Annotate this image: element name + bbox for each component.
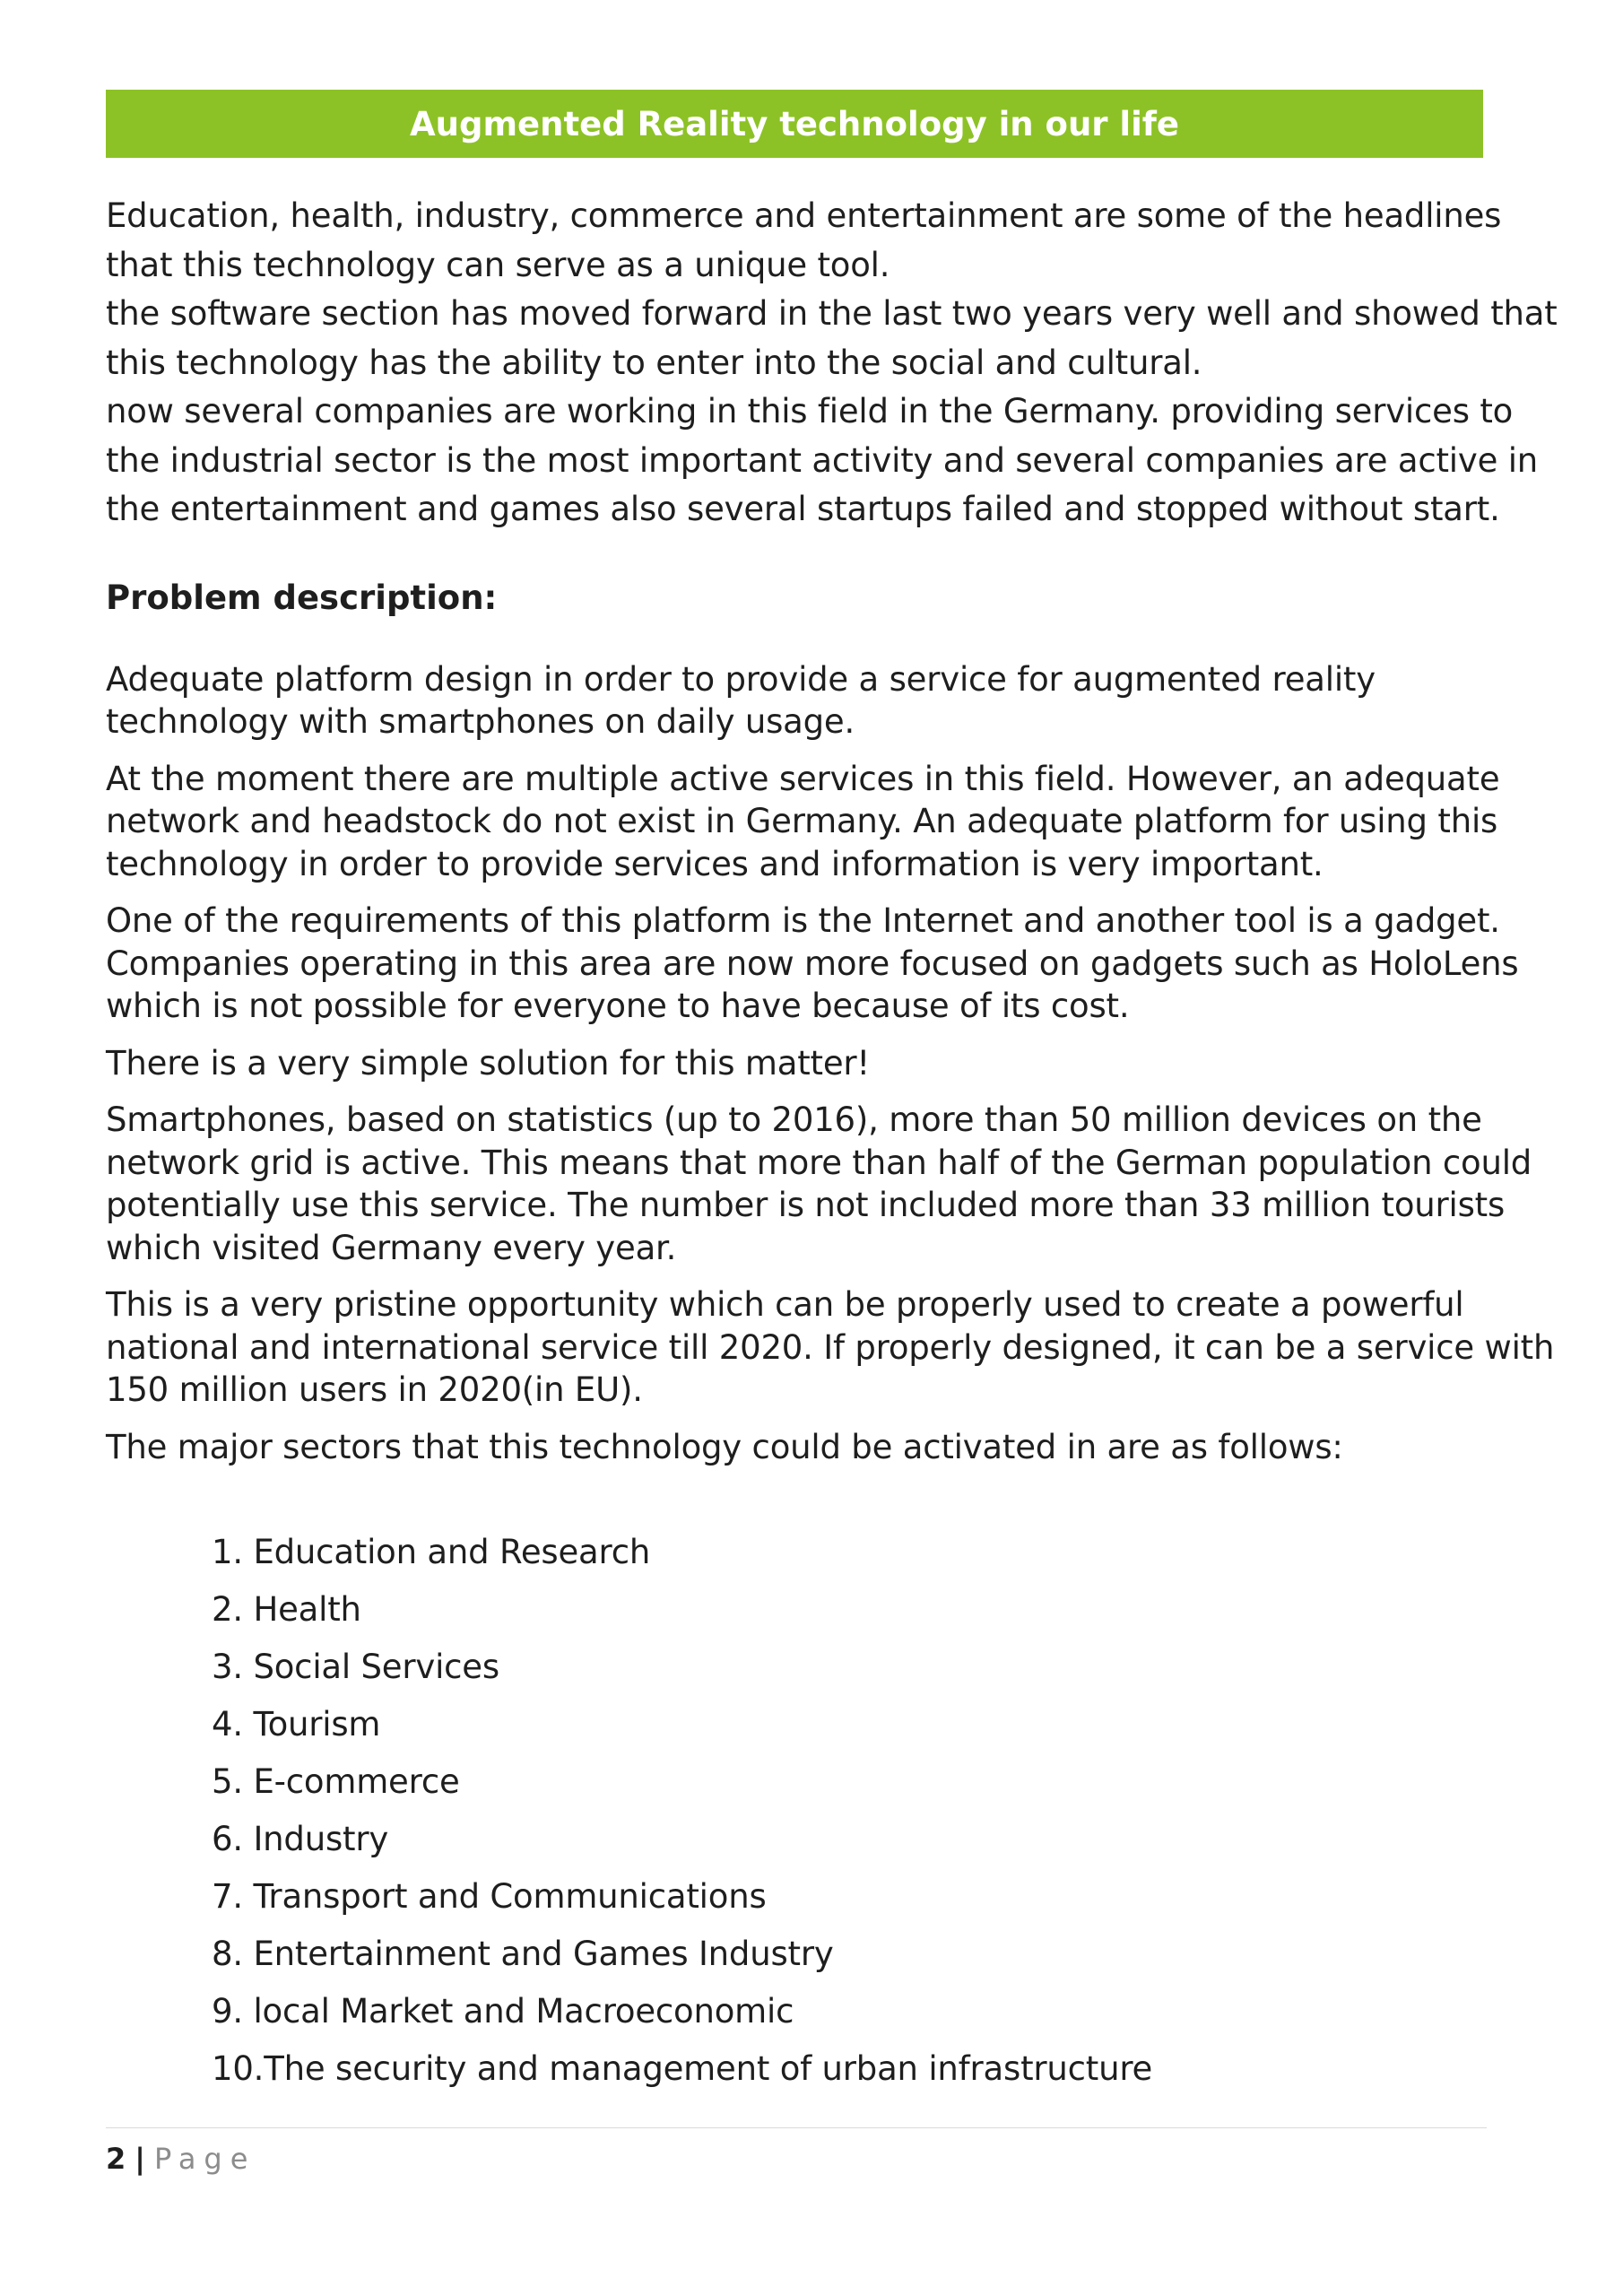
intro-line: the industrial sector is the most important activity and several companies are active in: [106, 440, 1539, 480]
problem-section: [106, 658, 1555, 1469]
intro-line: this technology has the ability to enter into the social and cultural.: [106, 343, 1202, 382]
paragraph-line: At the moment there are multiple active services in this field. However, an adequate: [106, 759, 1500, 798]
paragraph-line: Adequate platform design in order to provide a service for augmented reality: [106, 659, 1376, 699]
paragraph-line: Companies operating in this area are now more focused on gadgets such as HoloLens: [106, 944, 1519, 983]
paragraph-line: technology with smartphones on daily usage.: [106, 702, 855, 741]
list-item: 10.The security and management of urban infrastructure: [212, 2049, 1153, 2088]
list-item: 5. E-commerce: [212, 1762, 460, 1801]
paragraph-line: network grid is active. This means that more than half of the German population could: [106, 1143, 1532, 1182]
title-bar: [106, 90, 1483, 158]
list-item: 9. local Market and Macroeconomic: [212, 1992, 794, 2031]
page-number: 2: [106, 2142, 126, 2176]
problem-paragraph: [106, 658, 1483, 744]
paragraph-line: 150 million users in 2020(in EU).: [106, 1370, 643, 1409]
paragraph-line: national and international service till 2020. If properly designed, it can be a service with: [106, 1327, 1555, 1367]
problem-paragraph: [106, 900, 1519, 1028]
list-item: 7. Transport and Communications: [212, 1877, 767, 1916]
problem-paragraph: [106, 1099, 1532, 1269]
intro-line: now several companies are working in this field in the Germany. providing services to: [106, 392, 1514, 430]
problem-paragraph: [106, 1042, 1483, 1085]
document-page: [106, 90, 1558, 2098]
list-item: 8. Entertainment and Games Industry: [212, 1935, 834, 1973]
problem-paragraph: [106, 1283, 1555, 1412]
intro-section: [106, 192, 1558, 535]
page-title: Augmented Reality technology in our life: [410, 104, 1179, 144]
paragraph-line: technology in order to provide services and information is very important.: [106, 844, 1324, 883]
problem-heading: Problem description:: [106, 578, 498, 617]
paragraph-line: network and headstock do not exist in Germany. An adequate platform for using this: [106, 802, 1498, 840]
paragraph-line: There is a very simple solution for this matter!: [106, 1043, 871, 1083]
list-item: 6. Industry: [212, 1820, 389, 1858]
paragraph-line: The major sectors that this technology could be activated in are as follows:: [106, 1427, 1343, 1466]
paragraph-line: potentially use this service. The number is not included more than 33 million tourists: [106, 1186, 1506, 1224]
problem-paragraph: [106, 758, 1500, 886]
intro-line: that this technology can serve as a unique tool.: [106, 245, 890, 284]
page-label: Page: [153, 2142, 256, 2176]
list-item: 2. Health: [212, 1590, 361, 1629]
intro-line: the entertainment and games also several startups failed and stopped without start.: [106, 490, 1500, 528]
page-footer: [106, 2127, 1487, 2177]
paragraph-line: This is a very pristine opportunity which can be properly used to create a powerful: [106, 1285, 1464, 1324]
paragraph-line: Smartphones, based on statistics (up to 2016), more than 50 million devices on the: [106, 1100, 1482, 1139]
paragraph-line: One of the requirements of this platform is the Internet and another tool is a gadget.: [106, 901, 1500, 940]
list-item: 1. Education and Research: [212, 1533, 651, 1571]
intro-line: Education, health, industry, commerce and entertainment are some of the headlines: [106, 196, 1502, 235]
intro-line: the software section has moved forward in the last two years very well and showed that: [106, 294, 1558, 333]
list-item: 3. Social Services: [212, 1648, 499, 1686]
problem-paragraph: [106, 1426, 1483, 1469]
sectors-list: [212, 1524, 1483, 2098]
list-item: 4. Tourism: [212, 1705, 381, 1744]
footer-separator: |: [135, 2142, 145, 2176]
paragraph-line: which visited Germany every year.: [106, 1228, 677, 1267]
paragraph-line: which is not possible for everyone to have because of its cost.: [106, 987, 1130, 1025]
